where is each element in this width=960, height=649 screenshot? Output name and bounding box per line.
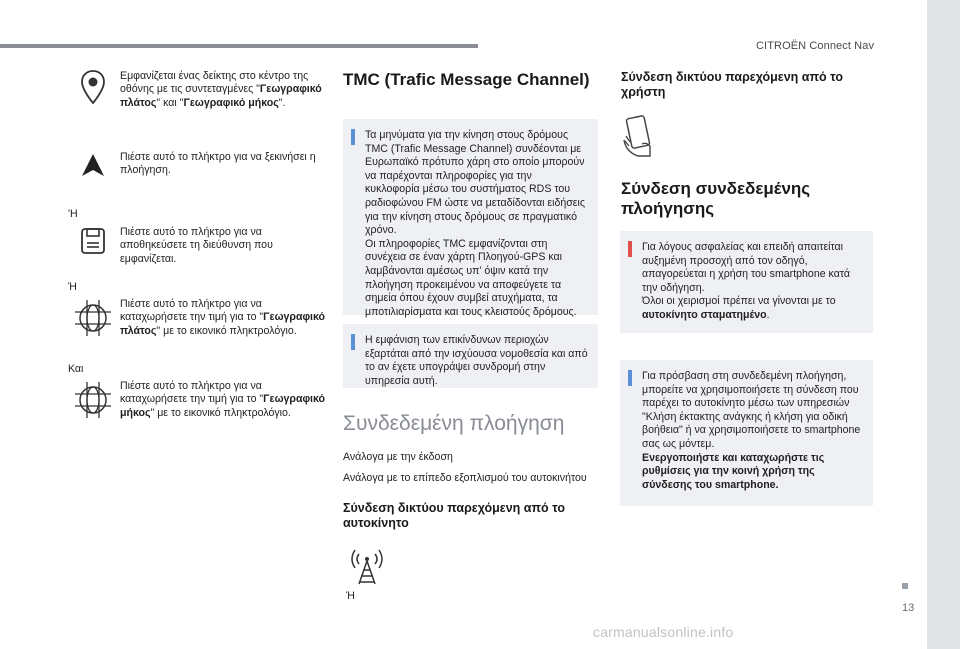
instruction-text: Πιέστε αυτό το πλήκτρο για να καταχωρήσετε την τιμή για το "Γεωγραφικό μήκος" με το εικονικό πληκτρολόγιο. bbox=[120, 380, 326, 419]
location-pin-icon bbox=[70, 70, 116, 116]
tmc-paragraph-1: Τα μηνύματα για την κίνηση στους δρόμους TMC (Trafic Message Channel) συνδέονται με Ευρωπαϊκό πρότυπο χάρη στο οποίο μπορούν να παρέχονται πληροφορίες για την κυκλοφορία μέσω του συστήματος RDS του ραδιοφώνου FM ώστε να μεταδίδονται ειδήσεις για την κίνηση στους δρόμους σε πραγματικό χρόνο. bbox=[365, 129, 585, 237]
or-label: Ή bbox=[346, 590, 355, 602]
access-paragraph-2: Ενεργοποιήστε και καταχωρήστε τις ρυθμίσεις για την κοινή χρήση της σύνδεσης του smartphone. bbox=[642, 451, 825, 491]
and-label: Και bbox=[68, 363, 84, 375]
page-marker bbox=[902, 583, 908, 589]
navigation-arrow-icon bbox=[70, 151, 116, 197]
instruction-row-save bbox=[70, 226, 330, 270]
save-icon bbox=[70, 226, 116, 272]
access-paragraph-1: Για πρόσβαση στη συνδεδεμένη πλοήγηση, μπορείτε να χρησιμοποιήσετε τη σύνδεση που παρέχει το αυτοκίνητο μέσω των υπηρεσιών "Κλήση έκτακτης ανάγκης ή κλήση για οδική βοήθεια" ή να χρησιμοποιήσετε το smartphone σας ως μόντεμ. bbox=[642, 370, 861, 450]
instruction-text: Πιέστε αυτό το πλήκτρο για να καταχωρήσετε την τιμή για το "Γεωγραφικό πλάτος" με το εικονικό πληκτρολόγιο. bbox=[120, 298, 326, 337]
connected-access-info-box bbox=[620, 360, 873, 506]
equipment-note: Ανάλογα με το επίπεδο εξοπλισμού του αυτοκινήτου bbox=[343, 472, 587, 484]
or-label: Ή bbox=[68, 281, 77, 293]
page-number: 13 bbox=[902, 602, 915, 614]
tmc-heading: TMC (Trafic Message Channel) bbox=[343, 70, 590, 89]
vehicle-network-heading: Σύνδεση δικτύου παρεχόμενη από το αυτοκίνητο bbox=[343, 501, 565, 530]
instruction-row-coordinates bbox=[70, 70, 330, 130]
instruction-row-start bbox=[70, 151, 330, 185]
user-network-heading: Σύνδεση δικτύου παρεχόμενη από το χρήστη bbox=[621, 70, 843, 99]
instruction-text: Εμφανίζεται ένας δείκτης στο κέντρο της οθόνης με τις συντεταγμένες "Γεωγραφικό πλάτος" και "Γεωγραφικό μήκος". bbox=[120, 70, 322, 109]
warning-icon bbox=[628, 241, 632, 257]
brand-label: CITROËN Connect Nav bbox=[756, 40, 875, 52]
antenna-icon bbox=[350, 546, 384, 591]
smartphone-hand-icon bbox=[620, 114, 656, 163]
instruction-row-longitude bbox=[70, 380, 330, 438]
header-rule bbox=[0, 44, 478, 48]
side-strip bbox=[927, 0, 960, 649]
tmc-paragraph-2: Οι πληροφορίες TMC εμφανίζονται στη συνέχεια σε έναν χάρτη Πλοηγού-GPS και λαμβάνονται αμέσως υπ' όψιν κατά την πλοήγηση προκειμένου να αποφεύγετε τα σημεία όπου έχουν συμβεί ατυχήματα, τα μποτιλιαρίσματα και τους κλειστούς δρόμους. bbox=[365, 237, 577, 318]
warning-paragraph-2: Όλοι οι χειρισμοί πρέπει να γίνονται με το αυτοκίνητο σταματημένο. bbox=[642, 295, 836, 321]
info-icon bbox=[628, 370, 632, 386]
safety-warning-box bbox=[620, 231, 873, 333]
instruction-row-latitude bbox=[70, 298, 330, 356]
watermark: carmanualsonline.info bbox=[593, 624, 734, 640]
info-icon bbox=[351, 334, 355, 350]
instruction-text: Πιέστε αυτό το πλήκτρο για να ξεκινήσει η πλοήγηση. bbox=[120, 151, 316, 177]
version-note: Ανάλογα με την έκδοση bbox=[343, 451, 453, 463]
connection-heading: Σύνδεση συνδεδεμένης πλοήγησης bbox=[621, 179, 811, 218]
info-icon bbox=[351, 129, 355, 145]
instruction-text: Πιέστε αυτό το πλήκτρο για να αποθηκεύσετε τη διεύθυνση που εμφανίζεται. bbox=[120, 226, 273, 265]
or-label: 'Η bbox=[68, 208, 78, 220]
globe-grid-icon bbox=[70, 380, 116, 426]
danger-zones-text: Η εμφάνιση των επικίνδυνων περιοχών εξαρτάται από την ισχύουσα νομοθεσία και από το αν έχετε υπογράψει συνδρομή στην υπηρεσία αυτή. bbox=[365, 334, 588, 387]
danger-zones-box bbox=[343, 324, 598, 388]
connected-nav-heading: Συνδεδεμένη πλοήγηση bbox=[343, 412, 565, 435]
globe-grid-icon bbox=[70, 298, 116, 344]
warning-paragraph-1: Για λόγους ασφαλείας και επειδή απαιτείται αυξημένη προσοχή από τον οδηγό, απαγορεύεται η χρήση του smartphone κατά την οδήγηση. bbox=[642, 241, 851, 294]
tmc-info-box bbox=[343, 119, 598, 318]
